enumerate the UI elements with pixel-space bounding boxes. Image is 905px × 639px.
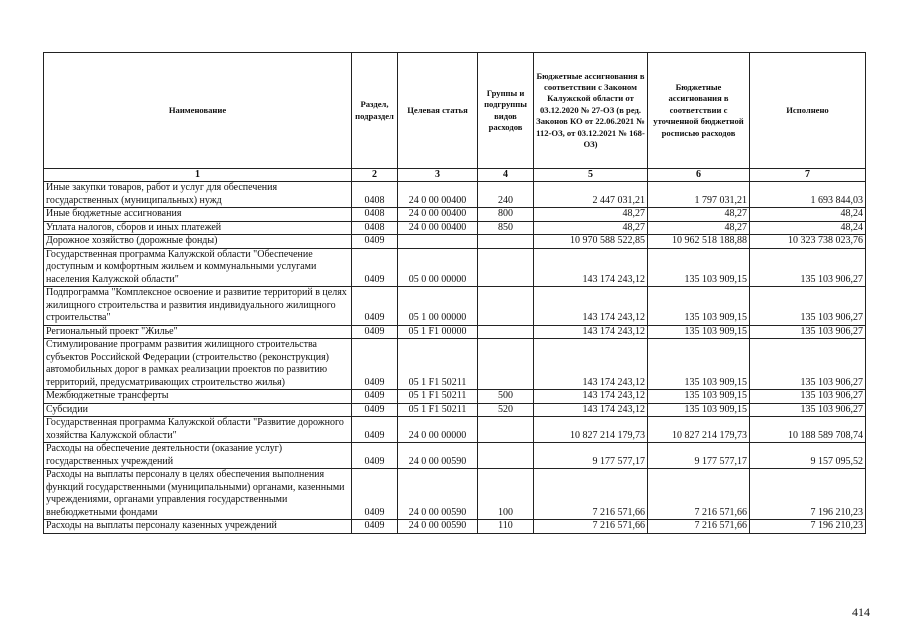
row-name: Дорожное хозяйство (дорожные фонды) [44, 235, 352, 249]
row-refined-amount: 135 103 909,15 [648, 403, 750, 417]
row-law-amount: 10 827 214 179,73 [534, 417, 648, 443]
row-section: 0409 [352, 390, 398, 404]
header-section: Раздел, подраздел [352, 53, 398, 169]
row-group: 100 [478, 469, 534, 520]
row-law-amount: 2 447 031,21 [534, 182, 648, 208]
column-number: 1 [44, 169, 352, 182]
row-group: 520 [478, 403, 534, 417]
row-executed-amount: 7 196 210,23 [750, 469, 866, 520]
row-executed-amount: 135 103 906,27 [750, 403, 866, 417]
column-number: 6 [648, 169, 750, 182]
row-name: Иные бюджетные ассигнования [44, 208, 352, 222]
row-law-amount: 48,27 [534, 208, 648, 222]
row-refined-amount: 1 797 031,21 [648, 182, 750, 208]
column-number: 2 [352, 169, 398, 182]
row-refined-amount: 135 103 909,15 [648, 248, 750, 287]
row-section: 0409 [352, 520, 398, 534]
column-number-row [44, 169, 866, 182]
row-name: Стимулирование программ развития жилищного строительства субъектов Российской Федерации (строительство (реконструкция) автомобильных дорог в рамках реализации проектов по развитию территорий, предусматривающих строительство жилья) [44, 339, 352, 390]
row-name: Региональный проект "Жилье" [44, 325, 352, 339]
row-executed-amount: 1 693 844,03 [750, 182, 866, 208]
table-row [44, 208, 866, 222]
column-number: 5 [534, 169, 648, 182]
row-section: 0408 [352, 221, 398, 235]
row-name: Расходы на выплаты персоналу в целях обеспечения выполнения функций государственными (муниципальными) органами, казенными учреждениями, органами управления государственными внебюджетными фондами [44, 469, 352, 520]
row-refined-amount: 135 103 909,15 [648, 390, 750, 404]
row-group [478, 325, 534, 339]
row-target: 24 0 00 00000 [398, 417, 478, 443]
row-name: Субсидии [44, 403, 352, 417]
table-row [44, 339, 866, 390]
header-target: Целевая статья [398, 53, 478, 169]
row-executed-amount: 48,24 [750, 208, 866, 222]
row-target: 05 1 F1 50211 [398, 339, 478, 390]
row-group [478, 235, 534, 249]
row-group [478, 248, 534, 287]
table-row [44, 469, 866, 520]
row-refined-amount: 48,27 [648, 208, 750, 222]
table-row [44, 248, 866, 287]
row-refined-amount: 10 962 518 188,88 [648, 235, 750, 249]
row-target: 05 0 00 00000 [398, 248, 478, 287]
row-law-amount: 143 174 243,12 [534, 339, 648, 390]
row-target: 24 0 00 00590 [398, 469, 478, 520]
table-row [44, 443, 866, 469]
row-target: 24 0 00 00590 [398, 520, 478, 534]
row-law-amount: 10 970 588 522,85 [534, 235, 648, 249]
table-row [44, 417, 866, 443]
row-law-amount: 143 174 243,12 [534, 325, 648, 339]
row-refined-amount: 9 177 577,17 [648, 443, 750, 469]
table-row [44, 520, 866, 534]
row-refined-amount: 10 827 214 179,73 [648, 417, 750, 443]
row-group [478, 339, 534, 390]
row-group [478, 417, 534, 443]
row-refined-amount: 135 103 909,15 [648, 287, 750, 326]
row-executed-amount: 135 103 906,27 [750, 390, 866, 404]
row-refined-amount: 135 103 909,15 [648, 339, 750, 390]
table-row [44, 325, 866, 339]
row-section: 0409 [352, 403, 398, 417]
row-target: 05 1 F1 50211 [398, 403, 478, 417]
row-section: 0409 [352, 443, 398, 469]
row-group: 800 [478, 208, 534, 222]
column-number: 3 [398, 169, 478, 182]
row-refined-amount: 48,27 [648, 221, 750, 235]
row-target: 05 1 F1 50211 [398, 390, 478, 404]
table-row [44, 182, 866, 208]
row-section: 0408 [352, 182, 398, 208]
row-group [478, 287, 534, 326]
row-section: 0409 [352, 248, 398, 287]
row-target: 24 0 00 00590 [398, 443, 478, 469]
row-target: 24 0 00 00400 [398, 182, 478, 208]
header-refined-assignments: Бюджетные ассигнования в соответствии с уточненной бюджетной росписью расходов [648, 53, 750, 169]
row-section: 0409 [352, 469, 398, 520]
row-executed-amount: 48,24 [750, 221, 866, 235]
row-name: Расходы на обеспечение деятельности (оказание услуг) государственных учреждений [44, 443, 352, 469]
row-executed-amount: 10 323 738 023,76 [750, 235, 866, 249]
table-body [44, 182, 866, 534]
row-name: Уплата налогов, сборов и иных платежей [44, 221, 352, 235]
row-law-amount: 143 174 243,12 [534, 287, 648, 326]
header-executed: Исполнено [750, 53, 866, 169]
row-section: 0409 [352, 325, 398, 339]
table-row [44, 235, 866, 249]
row-law-amount: 143 174 243,12 [534, 248, 648, 287]
table-row [44, 221, 866, 235]
table-row [44, 287, 866, 326]
row-refined-amount: 7 216 571,66 [648, 469, 750, 520]
row-target: 05 1 00 00000 [398, 287, 478, 326]
row-section: 0409 [352, 287, 398, 326]
table-row [44, 403, 866, 417]
row-section: 0409 [352, 417, 398, 443]
page-number: 414 [852, 605, 870, 619]
row-executed-amount: 135 103 906,27 [750, 248, 866, 287]
row-law-amount: 7 216 571,66 [534, 469, 648, 520]
budget-table [43, 52, 866, 534]
row-target: 05 1 F1 00000 [398, 325, 478, 339]
row-law-amount: 143 174 243,12 [534, 390, 648, 404]
row-executed-amount: 9 157 095,52 [750, 443, 866, 469]
row-name: Государственная программа Калужской области "Обеспечение доступным и комфортным жильем и коммунальными услугами населения Калужской области" [44, 248, 352, 287]
row-group: 850 [478, 221, 534, 235]
row-section: 0408 [352, 208, 398, 222]
row-group [478, 443, 534, 469]
row-section: 0409 [352, 339, 398, 390]
row-executed-amount: 135 103 906,27 [750, 287, 866, 326]
row-group: 110 [478, 520, 534, 534]
row-target: 24 0 00 00400 [398, 221, 478, 235]
column-number: 7 [750, 169, 866, 182]
header-law-assignments: Бюджетные ассигнования в соответствии с Законом Калужской области от 03.12.2020 № 27-ОЗ (в ред. Законов КО от 22.06.2021 № 112-ОЗ, от 03.12.2021 № 168-ОЗ) [534, 53, 648, 169]
row-section: 0409 [352, 235, 398, 249]
row-executed-amount: 135 103 906,27 [750, 339, 866, 390]
row-name: Государственная программа Калужской области "Развитие дорожного хозяйства Калужской области" [44, 417, 352, 443]
row-target: 24 0 00 00400 [398, 208, 478, 222]
row-name: Подпрограмма "Комплексное освоение и развитие территорий в целях жилищного строительства и развития индивидуального жилищного строительства" [44, 287, 352, 326]
row-name: Межбюджетные трансферты [44, 390, 352, 404]
row-name: Иные закупки товаров, работ и услуг для обеспечения государственных (муниципальных) нужд [44, 182, 352, 208]
row-group: 500 [478, 390, 534, 404]
header-row [44, 53, 866, 169]
row-group: 240 [478, 182, 534, 208]
row-law-amount: 7 216 571,66 [534, 520, 648, 534]
row-refined-amount: 135 103 909,15 [648, 325, 750, 339]
row-law-amount: 143 174 243,12 [534, 403, 648, 417]
row-name: Расходы на выплаты персоналу казенных учреждений [44, 520, 352, 534]
row-law-amount: 48,27 [534, 221, 648, 235]
row-law-amount: 9 177 577,17 [534, 443, 648, 469]
row-executed-amount: 7 196 210,23 [750, 520, 866, 534]
header-name: Наименование [44, 53, 352, 169]
row-refined-amount: 7 216 571,66 [648, 520, 750, 534]
column-number: 4 [478, 169, 534, 182]
header-groups: Группы и подгруппы видов расходов [478, 53, 534, 169]
table-row [44, 390, 866, 404]
row-executed-amount: 10 188 589 708,74 [750, 417, 866, 443]
row-executed-amount: 135 103 906,27 [750, 325, 866, 339]
row-target [398, 235, 478, 249]
